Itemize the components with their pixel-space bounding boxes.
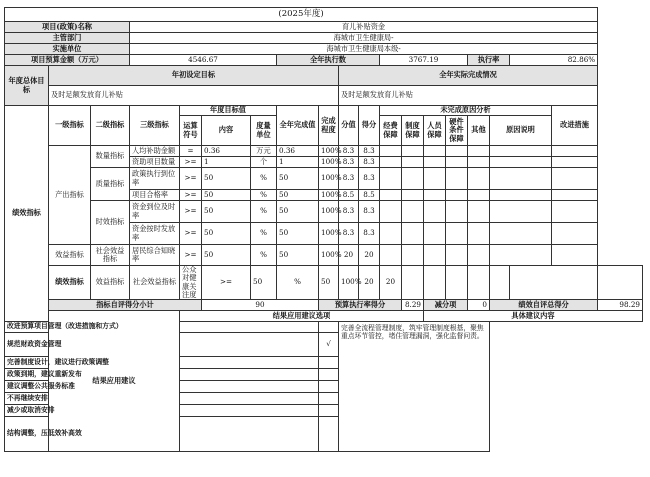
advice-option: 政策到期，建议重新发布 [5,369,319,381]
indicator-score: 8.3 [339,168,359,190]
benefit-indicator-label: 效益指标 [49,245,91,266]
advice-checkmark: √ [319,333,339,357]
indicator-name: 公众对健康关注度 [180,266,202,300]
deduct-label: 减分项 [424,300,468,311]
advice-option: 完善制度设计，建议进行政策调整 [5,357,319,369]
self-score-label: 指标自评得分小计 [49,300,202,311]
indicator-op: >= [180,157,202,168]
advice-check [319,322,339,333]
indicator-got: 8.3 [359,146,380,157]
indicator-got: 20 [380,266,402,300]
indicator-score: 20 [359,266,380,300]
project-name: 育儿补贴资金 [130,22,598,33]
indicator-actual: 0.36 [277,146,319,157]
indicator-actual: 50 [277,245,319,266]
advice-detail-text: 完善全流程管理制度，筑牢管理制度根基，聚焦重点环节管控，堵住管理漏洞，强化监督问责。 [339,322,490,452]
indicator-score: 8.5 [339,190,359,201]
goal-actual-text: 及时足额发放育儿补贴 [339,86,598,106]
op-header: 运算符号 [180,116,202,146]
satisfaction-l2-label: 社会效益指标 [130,266,180,300]
indicator-unit: % [251,245,277,266]
self-score: 90 [202,300,319,311]
indicator-content: 0.36 [202,146,251,157]
advice-check [319,381,339,393]
advice-check [319,357,339,369]
content-header: 内容 [202,116,251,146]
indicator-got: 8.3 [359,168,380,190]
indicator-got: 8.5 [359,190,380,201]
executed-label: 全年执行数 [277,55,380,66]
indicator-section-label-2: 绩效指标 [49,266,91,300]
indicator-degree: 100% [319,190,339,201]
budget-value: 4546.67 [130,55,277,66]
impl-value: 海城市卫生健康局本级- [130,44,598,55]
indicator-degree: 100% [319,201,339,223]
indicator-name: 人均补助金额 [130,146,180,157]
got-score-header: 得分 [359,106,380,146]
performance-evaluation-form [4,7,643,452]
indicator-actual: 50 [277,223,319,245]
advice-check [319,393,339,405]
completion-header: 完成程度 [319,106,339,146]
advice-check [319,369,339,381]
indicator-actual: 1 [277,157,319,168]
indicator-op: = [180,146,202,157]
indicator-op: >= [180,190,202,201]
goal-plan-header: 年初设定目标 [49,66,339,86]
indicator-content: 50 [202,223,251,245]
indicator-name: 居民综合知晓率 [130,245,180,266]
budget-label: 项目预算金额（万元） [5,55,130,66]
indicator-got: 20 [359,245,380,266]
indicator-name: 项目合格率 [130,190,180,201]
annual-goal-label: 年度总体目标 [5,66,49,106]
reason-funding-header: 经费保障 [380,116,402,146]
reason-other-header: 其他 [468,116,490,146]
satisfaction-l1-label: 效益指标 [91,266,130,300]
indicator-content: 50 [202,201,251,223]
level1-header: 一级指标 [49,106,91,146]
indicator-actual: 50 [277,201,319,223]
advice-option: 规范财政资金管理 [5,333,319,357]
actual-value-header: 全年完成值 [277,106,319,146]
indicator-name: 政策执行到位率 [130,168,180,190]
advice-options-header: 结果应用建议选项 [180,311,424,322]
rate-label: 执行率 [468,55,510,66]
indicator-degree: 100% [319,223,339,245]
indicator-name: 资助项目数量 [130,157,180,168]
dept-value: 海城市卫生健康局- [130,33,598,44]
indicator-content: 50 [202,168,251,190]
goal-actual-header: 全年实际完成情况 [339,66,598,86]
indicator-actual: 50 [277,168,319,190]
advice-option: 改进预算项目管理（改进措施和方式） [5,322,319,333]
advice-check [319,405,339,417]
indicator-degree: 100% [319,245,339,266]
indicator-got: 8.3 [359,157,380,168]
indicator-content: 50 [202,190,251,201]
executed-value: 3767.19 [380,55,468,66]
social-benefit-label: 社会效益指标 [91,245,130,266]
indicator-section-label: 绩效指标 [5,106,49,322]
indicator-unit: 个 [251,157,277,168]
level2-header: 二级指标 [91,106,130,146]
reason-hardware-header: 硬件条件保障 [446,116,468,146]
reason-explanation-header: 原因说明 [490,116,552,146]
year-title: (2025年度) [5,8,598,22]
advice-option: 不再继续安排 [5,393,319,405]
total-score: 98.29 [598,300,643,311]
quality-indicator-label: 质量指标 [91,168,130,201]
indicator-degree: 100% [319,168,339,190]
indicator-op: >= [180,168,202,190]
indicator-op: >= [180,223,202,245]
budget-score: 8.29 [402,300,424,311]
indicator-unit: % [251,190,277,201]
output-indicator-label: 产出指标 [49,146,91,245]
dept-label: 主管部门 [5,33,130,44]
indicator-got: 8.3 [359,201,380,223]
indicator-content: 50 [202,245,251,266]
indicator-unit: 万元 [251,146,277,157]
indicator-score: 8.3 [339,146,359,157]
indicator-actual: 50 [319,266,339,300]
timeliness-indicator-label: 时效指标 [91,201,130,245]
advice-section-label: 结果应用建议 [49,311,180,452]
indicator-unit: % [277,266,319,300]
indicator-score: 8.3 [339,223,359,245]
project-name-label: 项目(政策)名称 [5,22,130,33]
indicator-content: 1 [202,157,251,168]
advice-option: 结构调整，压低效补高效 [5,417,319,452]
score-header: 分值 [339,106,359,146]
indicator-content: 50 [251,266,277,300]
indicator-op: >= [180,201,202,223]
goal-plan-text: 及时足额发放育儿补贴 [49,86,339,106]
indicator-name: 资金到位及时率 [130,201,180,223]
indicator-score: 8.3 [339,157,359,168]
indicator-degree: 100% [319,157,339,168]
reason-staff-header: 人员保障 [424,116,446,146]
indicator-unit: % [251,223,277,245]
indicator-degree: 100% [319,146,339,157]
indicator-score: 8.3 [339,201,359,223]
indicator-op: >= [180,245,202,266]
impl-label: 实施单位 [5,44,130,55]
annual-target-header: 年度目标值 [180,106,277,116]
indicator-op: >= [202,266,251,300]
quantity-indicator-label: 数量指标 [91,146,130,168]
reason-system-header: 制度保障 [402,116,424,146]
advice-option: 建议调整公共服务标准 [5,381,319,393]
indicator-degree: 100% [339,266,359,300]
indicator-actual: 50 [277,190,319,201]
advice-detail-header: 具体建议内容 [424,311,643,322]
indicator-name: 资金按时发放率 [130,223,180,245]
measures-header: 改进措施 [552,106,598,146]
unit-header: 度量单位 [251,116,277,146]
budget-score-label: 预算执行率得分 [319,300,402,311]
unfinished-header: 未完成原因分析 [380,106,552,116]
indicator-score: 20 [339,245,359,266]
advice-check [319,417,339,452]
rate-value: 82.86% [510,55,598,66]
indicator-unit: % [251,168,277,190]
advice-option: 减少或取消安排 [5,405,319,417]
level3-header: 三级指标 [130,106,180,146]
indicator-unit: % [251,201,277,223]
deduct-value: 0 [468,300,490,311]
indicator-got: 8.3 [359,223,380,245]
total-score-label: 绩效自评总得分 [490,300,598,311]
